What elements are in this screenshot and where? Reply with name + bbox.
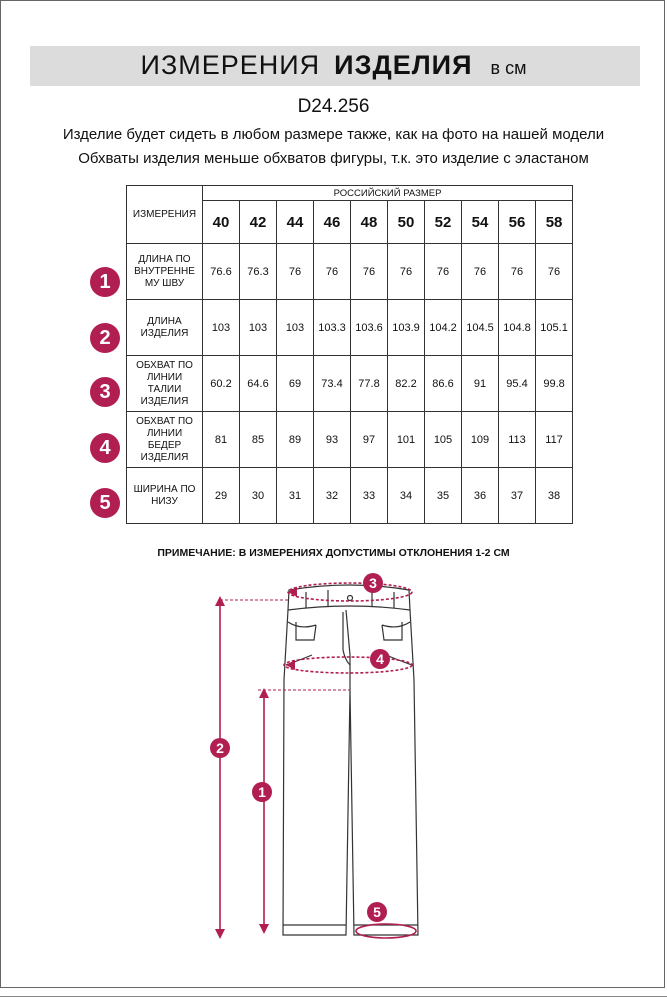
row-label-line: НИЗУ	[151, 495, 178, 507]
value-cell: 103.6	[351, 300, 388, 356]
row-label-line: ИЗДЕЛИЯ	[140, 327, 189, 339]
value-cell: 31	[277, 468, 314, 524]
value-cell: 103	[277, 300, 314, 356]
title-unit: в см	[490, 58, 527, 78]
value-cell: 103	[240, 300, 277, 356]
svg-text:4: 4	[376, 651, 384, 667]
value-cell: 34	[388, 468, 425, 524]
row-label-line: ЛИНИИ	[146, 371, 183, 383]
size-header-50: 50	[388, 201, 425, 244]
row-badge-3: 3	[90, 377, 120, 407]
size-system-header: РОССИЙСКИЙ РАЗМЕР	[203, 186, 573, 201]
row-badge-1: 1	[90, 267, 120, 297]
value-cell: 82.2	[388, 356, 425, 412]
value-cell: 86.6	[425, 356, 462, 412]
measure-header: ИЗМЕРЕНИЯ	[127, 186, 203, 244]
row-label-line: ИЗДЕЛИЯ	[140, 451, 189, 463]
row-label-line: ШИРИНА ПО	[133, 483, 196, 495]
value-cell: 103.9	[388, 300, 425, 356]
value-cell: 76	[277, 244, 314, 300]
value-cell: 97	[351, 412, 388, 468]
value-cell: 30	[240, 468, 277, 524]
svg-text:3: 3	[369, 575, 377, 591]
elastane-note: Обхваты изделия меньше обхватов фигуры, т.к. это изделие с эластаном	[78, 150, 589, 167]
value-cell: 69	[277, 356, 314, 412]
value-cell: 101	[388, 412, 425, 468]
measure-lines	[220, 583, 416, 938]
row-label-line: ТАЛИИ	[147, 383, 182, 395]
value-cell: 76	[425, 244, 462, 300]
value-cell: 95.4	[499, 356, 536, 412]
measure-guides	[220, 600, 350, 690]
value-cell: 76	[499, 244, 536, 300]
table-row	[127, 412, 573, 468]
value-cell: 76	[462, 244, 499, 300]
value-cell: 76	[351, 244, 388, 300]
row-label	[127, 412, 203, 468]
title-plain: ИЗМЕРЕНИЯ	[140, 50, 321, 80]
value-cell: 85	[240, 412, 277, 468]
value-cell: 104.8	[499, 300, 536, 356]
row-badge-4: 4	[90, 433, 120, 463]
value-cell: 29	[203, 468, 240, 524]
diagram-badge-1	[252, 782, 272, 802]
value-cell: 113	[499, 412, 536, 468]
row-badge-5: 5	[90, 488, 120, 518]
size-header-42: 42	[240, 201, 277, 244]
value-cell: 77.8	[351, 356, 388, 412]
diagram-badge-4	[370, 649, 390, 669]
value-cell: 103	[203, 300, 240, 356]
fit-note: Изделие будет сидеть в любом размере также, как на фото на нашей модели	[62, 126, 605, 143]
value-cell: 76.6	[203, 244, 240, 300]
value-cell: 93	[314, 412, 351, 468]
size-header-54: 54	[462, 201, 499, 244]
row-badge-2: 2	[90, 323, 120, 353]
value-cell: 117	[536, 412, 573, 468]
value-cell: 35	[425, 468, 462, 524]
diagram-badge-3	[363, 573, 383, 593]
row-label	[127, 244, 203, 300]
title-bold: ИЗДЕЛИЯ	[334, 50, 473, 80]
page-title	[0, 50, 667, 84]
row-label-line: ДЛИНА	[147, 315, 182, 327]
value-cell: 73.4	[314, 356, 351, 412]
size-header-56: 56	[499, 201, 536, 244]
row-label-line: ИЗДЕЛИЯ	[140, 395, 189, 407]
size-table-body	[127, 244, 573, 524]
value-cell: 64.6	[240, 356, 277, 412]
table-row	[127, 356, 573, 412]
svg-text:2: 2	[216, 740, 224, 756]
value-cell: 104.2	[425, 300, 462, 356]
row-label	[127, 468, 203, 524]
svg-text:1: 1	[258, 784, 266, 800]
hem-width-line	[356, 924, 416, 938]
value-cell: 37	[499, 468, 536, 524]
value-cell: 105	[425, 412, 462, 468]
size-header-58: 58	[536, 201, 573, 244]
size-header-48: 48	[351, 201, 388, 244]
row-label-line: ЛИНИИ	[146, 427, 183, 439]
row-label-line: ДЛИНА ПО	[138, 253, 191, 265]
value-cell: 76	[314, 244, 351, 300]
value-cell: 76	[536, 244, 573, 300]
svg-text:5: 5	[373, 904, 381, 920]
value-cell: 33	[351, 468, 388, 524]
value-cell: 81	[203, 412, 240, 468]
diagram-badge-5	[367, 902, 387, 922]
value-cell: 91	[462, 356, 499, 412]
size-header-52: 52	[425, 201, 462, 244]
value-cell: 38	[536, 468, 573, 524]
product-code: D24.256	[297, 96, 370, 117]
row-label-line: МУ ШВУ	[144, 277, 185, 289]
row-label-line: БЕДЕР	[147, 439, 182, 451]
size-table	[126, 185, 573, 524]
bottom-divider	[0, 996, 667, 997]
table-row	[127, 468, 573, 524]
diagram-badges	[210, 573, 390, 922]
size-header-44: 44	[277, 201, 314, 244]
diagram-badge-2	[210, 738, 230, 758]
value-cell: 109	[462, 412, 499, 468]
value-cell: 89	[277, 412, 314, 468]
hip-girth-line	[284, 657, 412, 673]
table-row	[127, 244, 573, 300]
size-header-46: 46	[314, 201, 351, 244]
row-label-line: ОБХВАТ ПО	[136, 359, 193, 371]
value-cell: 76	[388, 244, 425, 300]
value-cell: 103.3	[314, 300, 351, 356]
value-cell: 76.3	[240, 244, 277, 300]
value-cell: 36	[462, 468, 499, 524]
table-row	[127, 300, 573, 356]
value-cell: 104.5	[462, 300, 499, 356]
value-cell: 99.8	[536, 356, 573, 412]
size-header-40: 40	[203, 201, 240, 244]
pants-diagram	[0, 565, 667, 945]
value-cell: 32	[314, 468, 351, 524]
value-cell: 105.1	[536, 300, 573, 356]
tolerance-remark: ПРИМЕЧАНИЕ: В ИЗМЕРЕНИЯХ ДОПУСТИМЫ ОТКЛОНЕНИЯ 1-2 СМ	[157, 547, 510, 559]
row-label	[127, 356, 203, 412]
row-label-line: ВНУТРЕННЕ	[134, 265, 195, 277]
row-label	[127, 300, 203, 356]
pants-outline	[283, 585, 418, 935]
row-label-line: ОБХВАТ ПО	[136, 415, 193, 427]
value-cell: 60.2	[203, 356, 240, 412]
measure-arrows	[215, 587, 297, 939]
